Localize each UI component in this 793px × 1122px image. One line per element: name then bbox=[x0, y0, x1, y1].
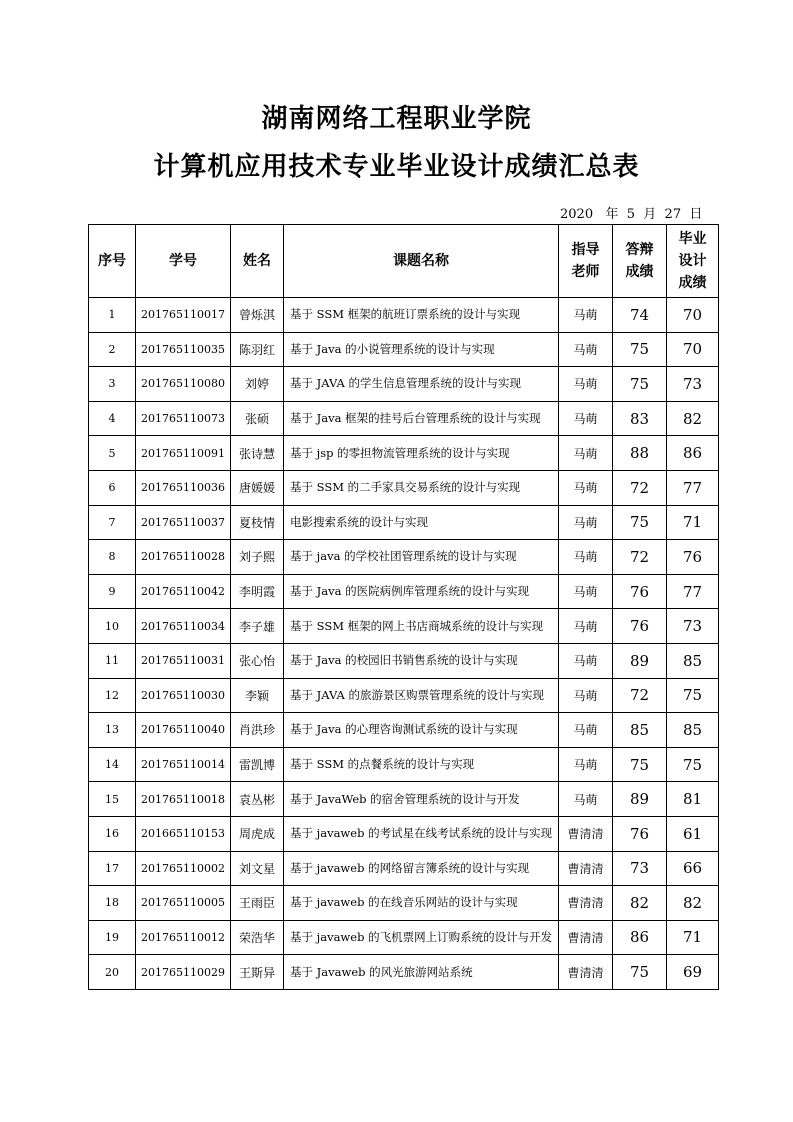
cell-defense-score: 83 bbox=[613, 401, 667, 436]
cell-student-id: 201765110037 bbox=[136, 505, 231, 540]
cell-student-name: 雷凯博 bbox=[231, 747, 284, 782]
cell-advisor: 马萌 bbox=[559, 713, 613, 748]
cell-student-id: 201765110005 bbox=[136, 886, 231, 921]
cell-student-id: 201765110034 bbox=[136, 609, 231, 644]
cell-final-score: 73 bbox=[667, 367, 719, 402]
cell-advisor: 马萌 bbox=[559, 470, 613, 505]
cell-defense-score: 86 bbox=[613, 920, 667, 955]
table-body bbox=[89, 298, 719, 990]
cell-index: 8 bbox=[89, 540, 136, 575]
table-row bbox=[89, 713, 719, 748]
cell-defense-score: 72 bbox=[613, 540, 667, 575]
cell-index: 7 bbox=[89, 505, 136, 540]
cell-advisor: 马萌 bbox=[559, 643, 613, 678]
cell-student-name: 张心怡 bbox=[231, 643, 284, 678]
cell-topic: 基于 Java 框架的挂号后台管理系统的设计与实现 bbox=[284, 401, 559, 436]
cell-advisor: 马萌 bbox=[559, 367, 613, 402]
cell-advisor: 马萌 bbox=[559, 332, 613, 367]
cell-student-name: 袁丛彬 bbox=[231, 782, 284, 817]
cell-defense-score: 75 bbox=[613, 747, 667, 782]
table-row bbox=[89, 643, 719, 678]
cell-final-score: 66 bbox=[667, 851, 719, 886]
cell-student-name: 刘子熙 bbox=[231, 540, 284, 575]
cell-final-score: 70 bbox=[667, 298, 719, 333]
cell-student-id: 201765110028 bbox=[136, 540, 231, 575]
table-row bbox=[89, 816, 719, 851]
cell-index: 17 bbox=[89, 851, 136, 886]
cell-student-name: 张诗慧 bbox=[231, 436, 284, 471]
cell-defense-score: 88 bbox=[613, 436, 667, 471]
cell-defense-score: 76 bbox=[613, 574, 667, 609]
cell-topic: 基于 JAVA 的旅游景区购票管理系统的设计与实现 bbox=[284, 678, 559, 713]
cell-index: 13 bbox=[89, 713, 136, 748]
cell-student-name: 张硕 bbox=[231, 401, 284, 436]
cell-index: 11 bbox=[89, 643, 136, 678]
cell-topic: 基于 Java 的小说管理系统的设计与实现 bbox=[284, 332, 559, 367]
cell-student-name: 周虎成 bbox=[231, 816, 284, 851]
cell-student-name: 李明霞 bbox=[231, 574, 284, 609]
cell-student-id: 201765110080 bbox=[136, 367, 231, 402]
cell-student-id: 201765110042 bbox=[136, 574, 231, 609]
column-header-index: 序号 bbox=[89, 225, 136, 298]
cell-advisor: 曹清清 bbox=[559, 886, 613, 921]
cell-advisor: 马萌 bbox=[559, 436, 613, 471]
cell-defense-score: 89 bbox=[613, 643, 667, 678]
table-row bbox=[89, 609, 719, 644]
cell-index: 18 bbox=[89, 886, 136, 921]
cell-index: 1 bbox=[89, 298, 136, 333]
cell-final-score: 75 bbox=[667, 678, 719, 713]
cell-advisor: 马萌 bbox=[559, 298, 613, 333]
table-row bbox=[89, 332, 719, 367]
cell-student-name: 王雨臣 bbox=[231, 886, 284, 921]
cell-final-score: 82 bbox=[667, 401, 719, 436]
cell-advisor: 马萌 bbox=[559, 782, 613, 817]
column-header-topic: 课题名称 bbox=[284, 225, 559, 298]
cell-advisor: 马萌 bbox=[559, 540, 613, 575]
cell-index: 2 bbox=[89, 332, 136, 367]
cell-topic: 基于 SSM 框架的网上书店商城系统的设计与实现 bbox=[284, 609, 559, 644]
cell-defense-score: 72 bbox=[613, 470, 667, 505]
cell-topic: 基于 javaweb 的网络留言簿系统的设计与实现 bbox=[284, 851, 559, 886]
cell-index: 9 bbox=[89, 574, 136, 609]
cell-student-id: 201765110029 bbox=[136, 955, 231, 990]
cell-defense-score: 75 bbox=[613, 367, 667, 402]
cell-defense-score: 75 bbox=[613, 332, 667, 367]
cell-index: 4 bbox=[89, 401, 136, 436]
cell-index: 15 bbox=[89, 782, 136, 817]
table-row bbox=[89, 782, 719, 817]
cell-final-score: 61 bbox=[667, 816, 719, 851]
column-header-student-id: 学号 bbox=[136, 225, 231, 298]
cell-defense-score: 76 bbox=[613, 609, 667, 644]
cell-student-name: 夏枝情 bbox=[231, 505, 284, 540]
cell-student-id: 201765110036 bbox=[136, 470, 231, 505]
cell-student-name: 荣浩华 bbox=[231, 920, 284, 955]
table-row bbox=[89, 851, 719, 886]
document-title: 湖南网络工程职业学院 bbox=[261, 104, 532, 134]
cell-final-score: 76 bbox=[667, 540, 719, 575]
cell-student-name: 李子雄 bbox=[231, 609, 284, 644]
cell-student-name: 王斯异 bbox=[231, 955, 284, 990]
table-row bbox=[89, 678, 719, 713]
cell-advisor: 马萌 bbox=[559, 747, 613, 782]
cell-defense-score: 85 bbox=[613, 713, 667, 748]
table-row bbox=[89, 470, 719, 505]
cell-defense-score: 74 bbox=[613, 298, 667, 333]
cell-final-score: 81 bbox=[667, 782, 719, 817]
report-date: 2020 年 5 月 27 日 bbox=[560, 207, 703, 222]
cell-topic: 基于 JAVA 的学生信息管理系统的设计与实现 bbox=[284, 367, 559, 402]
cell-student-name: 刘婷 bbox=[231, 367, 284, 402]
cell-advisor: 曹清清 bbox=[559, 920, 613, 955]
cell-index: 19 bbox=[89, 920, 136, 955]
cell-student-id: 201765110035 bbox=[136, 332, 231, 367]
cell-topic: 基于 javaweb 的在线音乐网站的设计与实现 bbox=[284, 886, 559, 921]
cell-defense-score: 73 bbox=[613, 851, 667, 886]
cell-topic: 基于 javaweb 的飞机票网上订购系统的设计与开发 bbox=[284, 920, 559, 955]
cell-defense-score: 75 bbox=[613, 955, 667, 990]
cell-topic: 基于 Java 的心理咨询测试系统的设计与实现 bbox=[284, 713, 559, 748]
cell-topic: 基于 SSM 的点餐系统的设计与实现 bbox=[284, 747, 559, 782]
cell-student-name: 唐媛媛 bbox=[231, 470, 284, 505]
cell-student-id: 201765110002 bbox=[136, 851, 231, 886]
cell-index: 14 bbox=[89, 747, 136, 782]
cell-student-name: 李颖 bbox=[231, 678, 284, 713]
cell-topic: 基于 SSM 框架的航班订票系统的设计与实现 bbox=[284, 298, 559, 333]
cell-student-name: 陈羽红 bbox=[231, 332, 284, 367]
table-row bbox=[89, 367, 719, 402]
document-subtitle: 计算机应用技术专业毕业设计成绩汇总表 bbox=[153, 152, 640, 182]
cell-student-id: 201765110031 bbox=[136, 643, 231, 678]
cell-advisor: 曹清清 bbox=[559, 851, 613, 886]
cell-student-id: 201765110030 bbox=[136, 678, 231, 713]
cell-advisor: 马萌 bbox=[559, 574, 613, 609]
cell-topic: 基于 Java 的医院病例库管理系统的设计与实现 bbox=[284, 574, 559, 609]
table-row bbox=[89, 505, 719, 540]
cell-defense-score: 82 bbox=[613, 886, 667, 921]
cell-index: 6 bbox=[89, 470, 136, 505]
cell-final-score: 85 bbox=[667, 643, 719, 678]
cell-index: 5 bbox=[89, 436, 136, 471]
column-header-name: 姓名 bbox=[231, 225, 284, 298]
cell-index: 16 bbox=[89, 816, 136, 851]
cell-index: 20 bbox=[89, 955, 136, 990]
cell-advisor: 曹清清 bbox=[559, 816, 613, 851]
cell-final-score: 85 bbox=[667, 713, 719, 748]
cell-final-score: 75 bbox=[667, 747, 719, 782]
cell-topic: 基于 Java 的校园旧书销售系统的设计与实现 bbox=[284, 643, 559, 678]
cell-student-id: 201765110012 bbox=[136, 920, 231, 955]
cell-topic: 基于 JavaWeb 的宿舍管理系统的设计与开发 bbox=[284, 782, 559, 817]
cell-student-id: 201765110040 bbox=[136, 713, 231, 748]
cell-final-score: 71 bbox=[667, 505, 719, 540]
grades-table bbox=[88, 224, 719, 990]
cell-final-score: 69 bbox=[667, 955, 719, 990]
cell-student-id: 201765110014 bbox=[136, 747, 231, 782]
cell-final-score: 70 bbox=[667, 332, 719, 367]
column-header-defense-score: 答辩 成绩 bbox=[613, 225, 667, 298]
table-row bbox=[89, 540, 719, 575]
cell-final-score: 82 bbox=[667, 886, 719, 921]
cell-student-id: 201765110017 bbox=[136, 298, 231, 333]
table-row bbox=[89, 436, 719, 471]
cell-advisor: 马萌 bbox=[559, 401, 613, 436]
table-row bbox=[89, 401, 719, 436]
cell-final-score: 77 bbox=[667, 574, 719, 609]
cell-student-name: 刘文星 bbox=[231, 851, 284, 886]
cell-student-id: 201765110091 bbox=[136, 436, 231, 471]
cell-defense-score: 72 bbox=[613, 678, 667, 713]
cell-index: 10 bbox=[89, 609, 136, 644]
cell-student-id: 201765110073 bbox=[136, 401, 231, 436]
cell-index: 3 bbox=[89, 367, 136, 402]
cell-topic: 电影搜索系统的设计与实现 bbox=[284, 505, 559, 540]
cell-topic: 基于 javaweb 的考试星在线考试系统的设计与实现 bbox=[284, 816, 559, 851]
cell-final-score: 86 bbox=[667, 436, 719, 471]
table-row bbox=[89, 574, 719, 609]
cell-advisor: 马萌 bbox=[559, 678, 613, 713]
cell-topic: 基于 SSM 的二手家具交易系统的设计与实现 bbox=[284, 470, 559, 505]
table-row bbox=[89, 955, 719, 990]
cell-student-name: 曾烁淇 bbox=[231, 298, 284, 333]
cell-topic: 基于 jsp 的零担物流管理系统的设计与实现 bbox=[284, 436, 559, 471]
cell-student-name: 肖洪珍 bbox=[231, 713, 284, 748]
cell-index: 12 bbox=[89, 678, 136, 713]
cell-advisor: 马萌 bbox=[559, 609, 613, 644]
table-row bbox=[89, 920, 719, 955]
cell-advisor: 曹清清 bbox=[559, 955, 613, 990]
column-header-advisor: 指导 老师 bbox=[559, 225, 613, 298]
cell-final-score: 73 bbox=[667, 609, 719, 644]
cell-topic: 基于 Javaweb 的风光旅游网站系统 bbox=[284, 955, 559, 990]
table-row bbox=[89, 298, 719, 333]
cell-topic: 基于 java 的学校社团管理系统的设计与实现 bbox=[284, 540, 559, 575]
cell-student-id: 201665110153 bbox=[136, 816, 231, 851]
column-header-final-score: 毕业 设计 成绩 bbox=[667, 225, 719, 298]
cell-final-score: 71 bbox=[667, 920, 719, 955]
cell-advisor: 马萌 bbox=[559, 505, 613, 540]
table-header-row bbox=[89, 225, 719, 298]
cell-defense-score: 76 bbox=[613, 816, 667, 851]
table-row bbox=[89, 747, 719, 782]
cell-final-score: 77 bbox=[667, 470, 719, 505]
cell-defense-score: 89 bbox=[613, 782, 667, 817]
cell-student-id: 201765110018 bbox=[136, 782, 231, 817]
cell-defense-score: 75 bbox=[613, 505, 667, 540]
table-row bbox=[89, 886, 719, 921]
